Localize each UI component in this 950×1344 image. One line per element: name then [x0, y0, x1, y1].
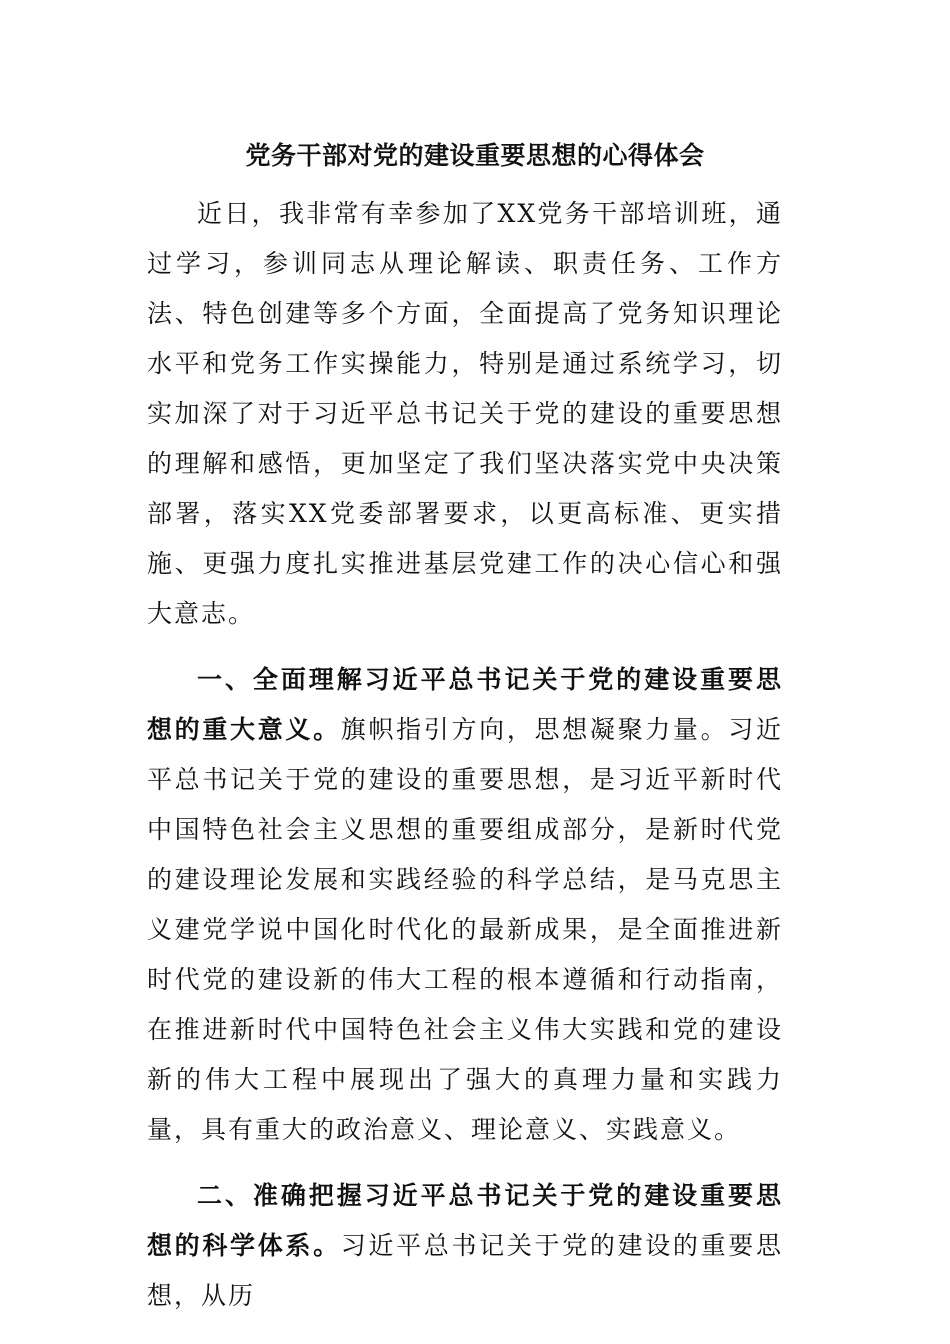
paragraph-intro-text: 近日，我非常有幸参加了XX党务干部培训班，通过学习，参训同志从理论解读、职责任务、工作方法、特色创建等多个方面，全面提高了党务知识理论水平和党务工作实操能力，特别是通过系统学习，切实加深了对于习近平总书记关于党的建设的重要思想的理解和感悟，更加坚定了我们坚决落实党中央决策部署，落实XX党委部署要求，以更高标准、更实措施、更强力度扎实推进基层党建工作的决心信心和强大意志。 [147, 199, 783, 628]
section-1-text: 旗帜指引方向，思想凝聚力量。习近平总书记关于党的建设的重要思想，是习近平新时代中国特色社会主义思想的重要组成部分，是新时代党的建设理论发展和实践经验的科学总结，是马克思主义建党学说中国化时代化的最新成果，是全面推进新时代党的建设新的伟大工程的根本遵循和行动指南，在推进新时代中国特色社会主义伟大实践和党的建设新的伟大工程中展现出了强大的真理力量和实践力量，具有重大的政治意义、理论意义、实践意义。 [147, 715, 783, 1144]
section-1-heading: 一、全面理解习近平总书记关于党的建设重要思想的重大意义。 [147, 665, 783, 744]
paragraph-section-2 [147, 1171, 783, 1321]
section-2-text: 习近平总书记关于党的建设的重要思想，从历 [147, 1231, 783, 1310]
paragraph-section-1 [147, 655, 783, 1155]
paragraph-intro [147, 189, 783, 639]
document-title: 党务干部对党的建设重要思想的心得体会 [245, 141, 705, 170]
document-body [147, 189, 783, 1321]
section-2-heading: 二、准确把握习近平总书记关于党的建设重要思想的科学体系。 [147, 1181, 783, 1260]
